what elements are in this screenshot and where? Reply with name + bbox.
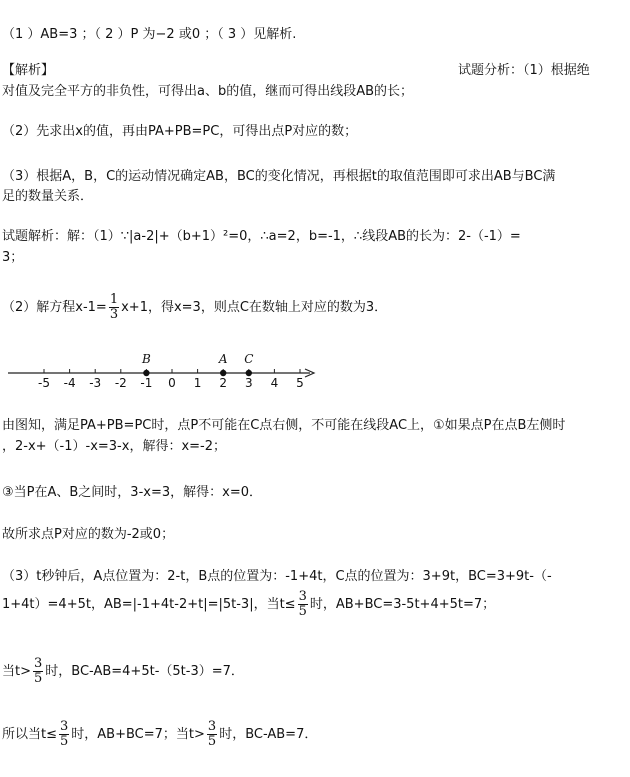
point-b xyxy=(143,370,149,376)
solution-line3-b: ，2-x+（-1）-x=3-x，解得：x=-2； xyxy=(2,439,226,454)
solution-line6-b xyxy=(2,588,495,622)
analysis-topic: 试题分析：（1）根据绝 xyxy=(458,63,590,78)
tick-label: 3 xyxy=(244,376,253,390)
answer-line: （1 ）AB=3 ；（ 2 ）P 为−2 或0 ；（ 3 ）见解析. xyxy=(2,27,297,42)
tick-label: -1 xyxy=(140,376,153,390)
frac-den: 5 xyxy=(34,671,43,686)
line6b-pre: 1+4t）=4+5t，AB=|-1+4t-2+t|=|5t-3|，当t≤ xyxy=(2,597,296,612)
tick-label: 5 xyxy=(296,376,304,390)
tick-label: -4 xyxy=(63,376,76,390)
number-line xyxy=(0,345,330,390)
line2-post: x+1，得x=3，则点C在数轴上对应的数为3． xyxy=(121,300,388,315)
frac-num: 3 xyxy=(34,656,43,671)
tick-label: -5 xyxy=(38,376,50,390)
tick-label: -2 xyxy=(114,376,127,390)
frac-den: 3 xyxy=(109,307,119,322)
solution-line1: 试题解析：解：（1）∵|a-2|+（b+1）²=0，∴a=2，b=-1，∴线段AB的长为：2-（-1）= xyxy=(2,229,521,244)
line7-pre: 当t> xyxy=(2,664,31,679)
point-c xyxy=(246,370,252,376)
frac-num: 3 xyxy=(60,719,69,734)
point-label-c: C xyxy=(244,352,254,366)
tick-label: 0 xyxy=(168,376,176,390)
frac-num: 3 xyxy=(207,719,217,734)
tick-label: -3 xyxy=(89,376,102,390)
frac-den: 5 xyxy=(60,734,69,749)
line8-mid: 时，AB+BC=7；当t> xyxy=(71,727,205,742)
solution-line2 xyxy=(2,291,387,325)
frac-num: 3 xyxy=(298,589,307,604)
analysis-heading: 【解析】 xyxy=(2,63,55,78)
line8-post: 时，BC-AB=7． xyxy=(219,727,318,742)
solution-line6-a: （3）t秒钟后，A点位置为：2-t，B点的位置为：-1+4t，C点的位置为：3+9t，BC=3+9t-（- xyxy=(2,569,552,584)
frac-den: 5 xyxy=(298,604,307,619)
solution-line8 xyxy=(2,718,317,752)
analysis-step3-b: 足的数量关系． xyxy=(2,189,94,204)
fraction-three-fifths xyxy=(33,657,43,686)
line8-pre: 所以当t≤ xyxy=(2,727,57,742)
solution-line7 xyxy=(2,655,244,689)
line6b-post: 时，AB+BC=3-5t+4+5t=7； xyxy=(309,597,496,612)
analysis-step1: 对值及完全平方的非负性，可得出a、b的值，继而可得出线段AB的长； xyxy=(2,84,414,99)
analysis-step3-a: （3）根据A，B，C的运动情况确定AB，BC的变化情况，再根据t的取值范围即可求出AB与BC满 xyxy=(2,169,556,184)
line7-post: 时，BC-AB=4+5t-（5t-3）=7． xyxy=(45,664,244,679)
frac-num: 1 xyxy=(109,292,119,307)
solution-line5: 故所求点P对应的数为-2或0； xyxy=(2,527,175,542)
solution-line3-a: 由图知，满足PA+PB=PC时，点P不可能在C点右侧，不可能在线段AC上，①如果点P在点B左侧时 xyxy=(2,418,566,433)
fraction-three-fifths xyxy=(298,590,308,619)
line2-pre: （2）解方程x-1= xyxy=(2,300,107,315)
point-label-a: A xyxy=(218,352,228,366)
fraction-three-fifths xyxy=(207,720,217,749)
tick-label: 2 xyxy=(219,376,228,390)
solution-line4: ③当P在A、B之间时，3-x=3，解得：x=0． xyxy=(2,485,262,500)
fraction-one-third xyxy=(109,293,119,322)
solution-line1-cont: 3； xyxy=(2,250,24,265)
analysis-step2: （2）先求出x的值，再由PA+PB=PC，可得出点P对应的数； xyxy=(2,124,358,139)
tick-label: 1 xyxy=(193,376,202,390)
point-label-b: B xyxy=(141,352,151,366)
fraction-three-fifths xyxy=(59,720,69,749)
point-a xyxy=(220,370,226,376)
frac-den: 5 xyxy=(207,734,217,749)
tick-label: 4 xyxy=(270,376,279,390)
